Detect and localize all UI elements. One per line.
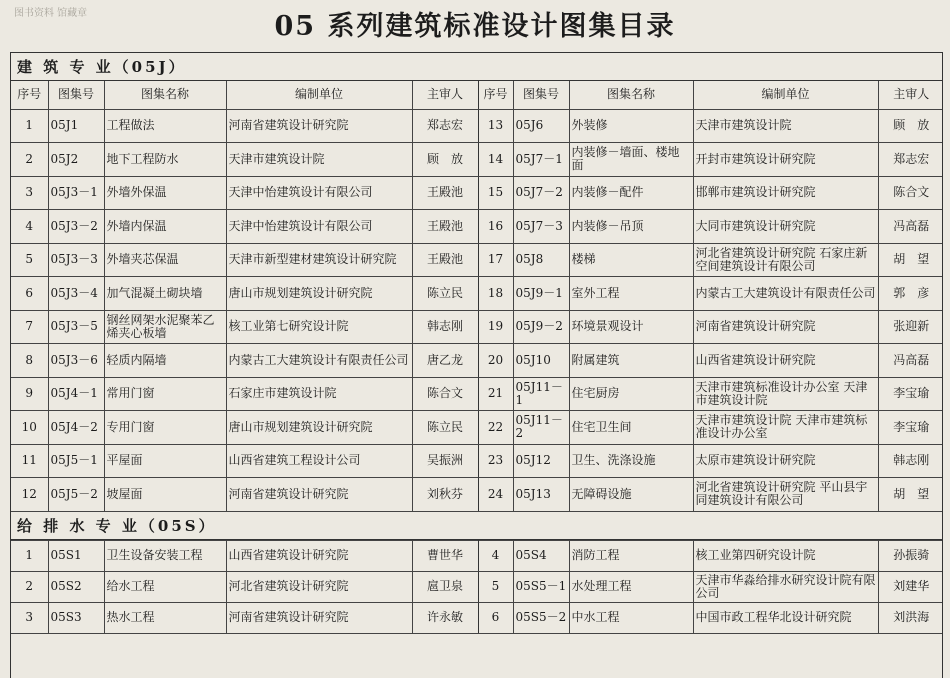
cell-no: 2: [11, 571, 48, 602]
header-row: [11, 81, 943, 109]
cell-reviewer: 刘建华: [878, 571, 943, 602]
cell-code: 05J7－2: [513, 176, 569, 210]
cell-reviewer: 郑志宏: [412, 109, 478, 143]
cell-name: 内装修－墙面、楼地面: [569, 143, 693, 177]
cell-unit: 中国市政工程华北设计研究院: [693, 602, 878, 633]
cell-reviewer: 刘秋芬: [412, 478, 478, 512]
cell-reviewer: 扈卫泉: [412, 571, 478, 602]
cell-name: 消防工程: [569, 540, 693, 571]
cell-unit: 内蒙古工大建筑设计有限责任公司: [693, 277, 878, 311]
cell-no: 21: [478, 377, 513, 411]
library-stamp: 图书资料 馆藏章: [14, 8, 88, 19]
cell-reviewer: 陈立民: [412, 411, 478, 445]
cell-unit: 河北省建筑设计研究院 平山县宇同建筑设计有限公司: [693, 478, 878, 512]
cell-code: 05S2: [48, 571, 104, 602]
cell-unit: 河南省建筑设计研究院: [226, 602, 412, 633]
cell-unit: 核工业第七研究设计院: [226, 310, 412, 344]
section-water-title: 给 排 水 专 业（05S）: [11, 512, 942, 540]
col-header-no: 序号: [11, 81, 48, 109]
cell-reviewer: 陈合文: [878, 176, 943, 210]
cell-no: 1: [11, 540, 48, 571]
cell-no: 3: [11, 602, 48, 633]
table-row: [11, 411, 943, 445]
cell-code: 05J11－2: [513, 411, 569, 445]
col-header-reviewer: 主审人: [412, 81, 478, 109]
cell-no: 13: [478, 109, 513, 143]
cell-no: 3: [11, 176, 48, 210]
cell-code: 05J3－3: [48, 243, 104, 277]
cell-name: 附属建筑: [569, 344, 693, 378]
cell-no: 5: [11, 243, 48, 277]
cell-reviewer: 吴振洲: [412, 444, 478, 478]
cell-no: 23: [478, 444, 513, 478]
cell-name: 中水工程: [569, 602, 693, 633]
cell-reviewer: 陈合文: [412, 377, 478, 411]
cell-code: 05J3－2: [48, 210, 104, 244]
cell-unit: 河北省建筑设计研究院 石家庄新空间建筑设计有限公司: [693, 243, 878, 277]
cell-unit: 天津市建筑设计院 天津市建筑标准设计办公室: [693, 411, 878, 445]
cell-code: 05S4: [513, 540, 569, 571]
cell-code: 05J7－1: [513, 143, 569, 177]
cell-name: 地下工程防水: [104, 143, 226, 177]
cell-unit: 河南省建筑设计研究院: [226, 478, 412, 512]
cell-name: 内装修－配件: [569, 176, 693, 210]
cell-code: 05S5－1: [513, 571, 569, 602]
cell-reviewer: 顾 放: [878, 109, 943, 143]
cell-name: 楼梯: [569, 243, 693, 277]
table-row: [11, 143, 943, 177]
cell-name: 工程做法: [104, 109, 226, 143]
cell-reviewer: 陈立民: [412, 277, 478, 311]
cell-code: 05J1: [48, 109, 104, 143]
cell-unit: 核工业第四研究设计院: [693, 540, 878, 571]
cell-name: 专用门窗: [104, 411, 226, 445]
cell-reviewer: 郑志宏: [878, 143, 943, 177]
table-row: [11, 478, 943, 512]
cell-name: 外墙外保温: [104, 176, 226, 210]
cell-reviewer: 李宝瑜: [878, 411, 943, 445]
cell-no: 22: [478, 411, 513, 445]
cell-name: 内装修－吊顶: [569, 210, 693, 244]
cell-code: 05J3－1: [48, 176, 104, 210]
cell-code: 05J3－5: [48, 310, 104, 344]
cell-name: 给水工程: [104, 571, 226, 602]
cell-code: 05J6: [513, 109, 569, 143]
cell-unit: 唐山市规划建筑设计研究院: [226, 411, 412, 445]
cell-no: 20: [478, 344, 513, 378]
cell-code: 05S3: [48, 602, 104, 633]
table-row: [11, 444, 943, 478]
table-row: [11, 571, 943, 602]
table-row: [11, 540, 943, 571]
cell-no: 10: [11, 411, 48, 445]
cell-unit: 天津中怡建筑设计有限公司: [226, 176, 412, 210]
table-row: [11, 602, 943, 633]
cell-unit: 太原市建筑设计研究院: [693, 444, 878, 478]
table-row: [11, 277, 943, 311]
cell-reviewer: 冯高磊: [878, 344, 943, 378]
cell-unit: 山西省建筑设计研究院: [226, 540, 412, 571]
cell-unit: 天津市建筑设计院: [693, 109, 878, 143]
cell-reviewer: 刘洪海: [878, 602, 943, 633]
cell-reviewer: 许永敏: [412, 602, 478, 633]
cell-no: 6: [11, 277, 48, 311]
cell-unit: 开封市建筑设计研究院: [693, 143, 878, 177]
cell-reviewer: 孙振骑: [878, 540, 943, 571]
table-row: [11, 377, 943, 411]
cell-code: 05J12: [513, 444, 569, 478]
cell-code: 05J13: [513, 478, 569, 512]
cell-unit: 天津市新型建材建筑设计研究院: [226, 243, 412, 277]
table-row: [11, 176, 943, 210]
cell-name: 环境景观设计: [569, 310, 693, 344]
cell-code: 05S1: [48, 540, 104, 571]
cell-code: 05J9－2: [513, 310, 569, 344]
cell-unit: 山西省建筑工程设计公司: [226, 444, 412, 478]
cell-unit: 大同市建筑设计研究院: [693, 210, 878, 244]
col-header-unit: 编制单位: [693, 81, 878, 109]
cell-name: 外装修: [569, 109, 693, 143]
cell-no: 2: [11, 143, 48, 177]
cell-name: 常用门窗: [104, 377, 226, 411]
cell-reviewer: 张迎新: [878, 310, 943, 344]
table-row: [11, 310, 943, 344]
cell-unit: 唐山市规划建筑设计研究院: [226, 277, 412, 311]
cell-reviewer: 曹世华: [412, 540, 478, 571]
cell-unit: 邯郸市建筑设计研究院: [693, 176, 878, 210]
cell-no: 5: [478, 571, 513, 602]
cell-reviewer: 顾 放: [412, 143, 478, 177]
cell-reviewer: 唐乙龙: [412, 344, 478, 378]
section-architecture-title: 建 筑 专 业（05J）: [11, 53, 942, 81]
page-title: 05 系列建筑标准设计图集目录: [274, 11, 676, 42]
col-header-unit: 编制单位: [226, 81, 412, 109]
water-table: [11, 540, 943, 634]
col-header-code: 图集号: [48, 81, 104, 109]
cell-reviewer: 胡 望: [878, 243, 943, 277]
cell-no: 11: [11, 444, 48, 478]
cell-name: 轻质内隔墙: [104, 344, 226, 378]
col-header-no: 序号: [478, 81, 513, 109]
col-header-name: 图集名称: [104, 81, 226, 109]
cell-unit: 石家庄市建筑设计院: [226, 377, 412, 411]
cell-code: 05J9－1: [513, 277, 569, 311]
col-header-reviewer: 主审人: [878, 81, 943, 109]
cell-no: 15: [478, 176, 513, 210]
col-header-code: 图集号: [513, 81, 569, 109]
cell-no: 1: [11, 109, 48, 143]
cell-reviewer: 韩志刚: [878, 444, 943, 478]
cell-code: 05J5－1: [48, 444, 104, 478]
col-header-name: 图集名称: [569, 81, 693, 109]
cell-no: 12: [11, 478, 48, 512]
cell-no: 7: [11, 310, 48, 344]
cell-reviewer: 李宝瑜: [878, 377, 943, 411]
cell-no: 8: [11, 344, 48, 378]
cell-no: 24: [478, 478, 513, 512]
cell-unit: 山西省建筑设计研究院: [693, 344, 878, 378]
cell-reviewer: 王殿池: [412, 210, 478, 244]
table-row: [11, 344, 943, 378]
cell-no: 4: [11, 210, 48, 244]
cell-code: 05J10: [513, 344, 569, 378]
cell-no: 4: [478, 540, 513, 571]
cell-code: 05J3－4: [48, 277, 104, 311]
cell-unit: 内蒙古工大建筑设计有限责任公司: [226, 344, 412, 378]
cell-name: 加气混凝土砌块墙: [104, 277, 226, 311]
cell-no: 17: [478, 243, 513, 277]
cell-reviewer: 王殿池: [412, 176, 478, 210]
cell-name: 外墙夹芯保温: [104, 243, 226, 277]
cell-reviewer: 胡 望: [878, 478, 943, 512]
cell-name: 外墙内保温: [104, 210, 226, 244]
table-row: [11, 109, 943, 143]
cell-unit: 天津市华淼给排水研究设计院有限公司: [693, 571, 878, 602]
cell-name: 卫生、洗涤设施: [569, 444, 693, 478]
cell-no: 9: [11, 377, 48, 411]
cell-code: 05S5－2: [513, 602, 569, 633]
cell-unit: 河南省建筑设计研究院: [226, 109, 412, 143]
cell-unit: 天津中怡建筑设计有限公司: [226, 210, 412, 244]
cell-reviewer: 王殿池: [412, 243, 478, 277]
cell-name: 水处理工程: [569, 571, 693, 602]
cell-code: 05J2: [48, 143, 104, 177]
cell-name: 平屋面: [104, 444, 226, 478]
cell-name: 无障碍设施: [569, 478, 693, 512]
cell-no: 19: [478, 310, 513, 344]
cell-code: 05J5－2: [48, 478, 104, 512]
cell-name: 住宅厨房: [569, 377, 693, 411]
cell-no: 16: [478, 210, 513, 244]
cell-unit: 河南省建筑设计研究院: [693, 310, 878, 344]
catalog-sheet: [10, 52, 943, 678]
cell-name: 住宅卫生间: [569, 411, 693, 445]
cell-name: 钢丝网架水泥聚苯乙烯夹心板墙: [104, 310, 226, 344]
cell-code: 05J7－3: [513, 210, 569, 244]
architecture-table: [11, 81, 943, 512]
table-row: [11, 210, 943, 244]
cell-code: 05J8: [513, 243, 569, 277]
cell-no: 6: [478, 602, 513, 633]
cell-reviewer: 韩志刚: [412, 310, 478, 344]
cell-code: 05J11－1: [513, 377, 569, 411]
cell-code: 05J4－2: [48, 411, 104, 445]
cell-unit: 天津市建筑设计院: [226, 143, 412, 177]
cell-reviewer: 郭 彦: [878, 277, 943, 311]
cell-code: 05J3－6: [48, 344, 104, 378]
cell-reviewer: 冯高磊: [878, 210, 943, 244]
cell-unit: 河北省建筑设计研究院: [226, 571, 412, 602]
table-row: [11, 243, 943, 277]
cell-name: 室外工程: [569, 277, 693, 311]
cell-code: 05J4－1: [48, 377, 104, 411]
cell-no: 18: [478, 277, 513, 311]
cell-unit: 天津市建筑标准设计办公室 天津市建筑设计院: [693, 377, 878, 411]
cell-name: 热水工程: [104, 602, 226, 633]
cell-name: 卫生设备安装工程: [104, 540, 226, 571]
cell-no: 14: [478, 143, 513, 177]
cell-name: 坡屋面: [104, 478, 226, 512]
